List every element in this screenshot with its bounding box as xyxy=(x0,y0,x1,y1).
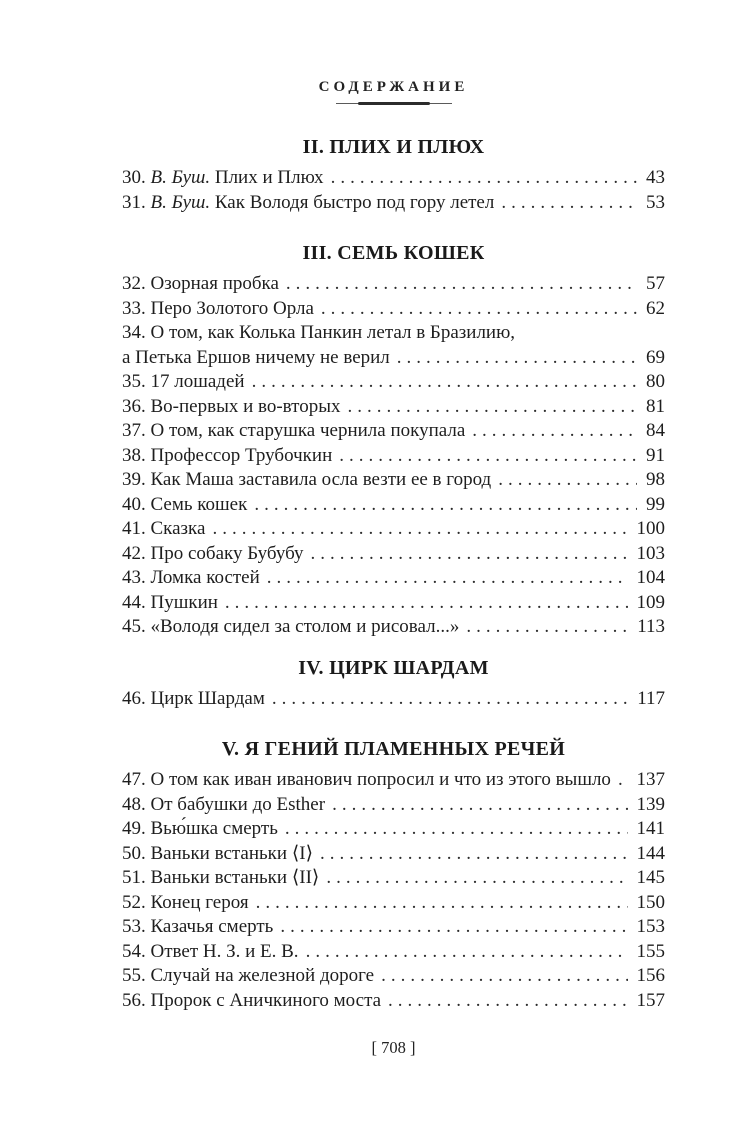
toc-entry xyxy=(122,468,665,493)
entry-title: Как Володя быстро под гору летел xyxy=(214,191,495,213)
entry-title: Казачья смерть xyxy=(150,916,274,937)
entry-page-number: 69 xyxy=(646,346,665,368)
entry-number: 44. xyxy=(122,591,151,613)
entry-title: О том, как старушка чернила покупала xyxy=(150,420,466,441)
entry-page-number: 113 xyxy=(637,616,665,637)
entry-title: Профессор Трубочкин xyxy=(150,444,333,466)
entry-number: 33. xyxy=(122,297,151,319)
entry-text xyxy=(122,768,611,793)
entry-page-number: 144 xyxy=(636,842,665,864)
entry-number: 34. xyxy=(122,322,151,343)
entry-page-number: 80 xyxy=(646,371,665,392)
toc-entry xyxy=(122,493,665,518)
toc-entry xyxy=(122,297,665,322)
dot-leader xyxy=(374,964,627,989)
toc-section xyxy=(122,656,665,712)
entry-number: 42. xyxy=(122,542,151,564)
toc-entry xyxy=(122,542,665,567)
entry-author: В. Буш. xyxy=(150,191,215,213)
dot-leader xyxy=(273,915,627,940)
entry-page-number: 99 xyxy=(646,493,665,515)
dot-leader xyxy=(265,687,628,712)
entry-number: 35. xyxy=(122,371,151,392)
toc-entry xyxy=(122,272,665,297)
entry-number: 37. xyxy=(122,420,151,441)
dot-leader xyxy=(313,842,628,867)
entry-page-number: 157 xyxy=(636,989,665,1011)
entry-text xyxy=(122,297,314,322)
section-heading: V. Я ГЕНИЙ ПЛАМЕННЫХ РЕЧЕЙ xyxy=(221,738,566,760)
entry-page-number: 84 xyxy=(646,420,665,441)
entry-page-number: 156 xyxy=(636,965,665,986)
dot-leader xyxy=(491,468,637,493)
entry-number: 52. xyxy=(122,891,151,913)
entry-text xyxy=(122,468,491,493)
toc-sections xyxy=(122,135,665,1013)
entry-text xyxy=(122,272,279,297)
entry-number: 47. xyxy=(122,769,151,790)
entry-text xyxy=(122,891,249,916)
entry-text xyxy=(122,687,265,712)
toc-section xyxy=(122,241,665,640)
toc-entry xyxy=(122,842,665,867)
entry-title: а Петька Ершов ничему не верил xyxy=(122,346,390,368)
toc-entry xyxy=(122,940,665,965)
entry-number: 53. xyxy=(122,916,151,937)
dot-leader xyxy=(218,591,628,616)
entry-number: 41. xyxy=(122,518,151,539)
entry-number: 46. xyxy=(122,687,151,709)
entry-number: 56. xyxy=(122,989,151,1011)
section-rows xyxy=(122,272,665,640)
entry-text xyxy=(122,964,374,989)
page-footer xyxy=(122,1037,665,1059)
entry-title: Ломка костей xyxy=(150,567,260,588)
section-rows xyxy=(122,768,665,1013)
entry-author: В. Буш. xyxy=(150,167,215,188)
dot-leader xyxy=(279,272,637,297)
entry-text xyxy=(122,370,245,395)
entry-text xyxy=(122,419,465,444)
entry-title: Как Маша заставила осла везти ее в город xyxy=(150,469,492,490)
toc-entry xyxy=(122,687,665,712)
toc-entry xyxy=(122,891,665,916)
entry-text xyxy=(122,615,459,640)
entry-number: 50. xyxy=(122,842,151,864)
entry-text xyxy=(122,444,332,469)
entry-number: 39. xyxy=(122,469,151,490)
entry-page-number: 53 xyxy=(646,191,665,213)
entry-title: Пророк с Аничкиного моста xyxy=(150,989,382,1011)
toc-entry xyxy=(122,989,665,1014)
entry-text xyxy=(122,566,260,591)
entry-title: Ваньки встаньки ⟨II⟩ xyxy=(150,867,320,888)
entry-page-number: 98 xyxy=(646,469,665,490)
entry-text xyxy=(122,191,494,216)
entry-number: 30. xyxy=(122,167,151,188)
entry-text xyxy=(122,940,299,965)
entry-text xyxy=(122,166,324,191)
dot-leader xyxy=(494,191,637,216)
entry-page-number: 117 xyxy=(637,687,665,709)
toc-entry xyxy=(122,768,665,793)
entry-title: Семь кошек xyxy=(150,493,248,515)
section-heading: II. ПЛИХ И ПЛЮХ xyxy=(302,136,485,158)
entry-title: «Володя сидел за столом и рисовал...» xyxy=(150,616,460,637)
toc-entry xyxy=(122,444,665,469)
entry-title: Пушкин xyxy=(150,591,218,613)
toc-section xyxy=(122,737,665,1013)
entry-number: 40. xyxy=(122,493,151,515)
page-header xyxy=(122,77,665,105)
entry-page-number: 104 xyxy=(636,567,665,588)
entry-title: Вью́шка смерть xyxy=(150,818,278,839)
entry-page-number: 139 xyxy=(636,793,665,815)
entry-title: 17 лошадей xyxy=(150,371,245,392)
entry-title: Цирк Шардам xyxy=(150,687,265,709)
entry-text xyxy=(122,817,278,842)
toc-entry xyxy=(122,321,665,346)
toc-entry xyxy=(122,191,665,216)
entry-page-number: 91 xyxy=(646,444,665,466)
entry-page-number: 62 xyxy=(646,297,665,319)
entry-number: 32. xyxy=(122,273,151,294)
entry-title: О том, как Колька Панкин летал в Бразилию, xyxy=(150,322,516,343)
entry-number: 31. xyxy=(122,191,151,213)
entry-page-number: 81 xyxy=(646,395,665,417)
dot-leader xyxy=(319,866,627,891)
entry-number: 55. xyxy=(122,965,151,986)
entry-text xyxy=(122,842,313,867)
entry-number: 49. xyxy=(122,818,151,839)
entry-number: 48. xyxy=(122,793,151,815)
entry-text xyxy=(122,395,341,420)
dot-leader xyxy=(465,419,637,444)
entry-title: Ответ Н. З. и Е. В. xyxy=(150,940,299,962)
dot-leader xyxy=(324,166,637,191)
entry-page-number: 137 xyxy=(636,769,665,790)
toc-entry xyxy=(122,793,665,818)
entry-page-number: 141 xyxy=(636,818,665,839)
toc-entry xyxy=(122,615,665,640)
dot-leader xyxy=(299,940,628,965)
entry-page-number: 153 xyxy=(636,916,665,937)
section-heading: IV. ЦИРК ШАРДАМ xyxy=(298,656,489,679)
dot-leader xyxy=(304,542,628,567)
dot-leader xyxy=(611,768,628,793)
folio-page-number: [ 708 ] xyxy=(371,1038,416,1057)
entry-title: Озорная пробка xyxy=(150,273,279,294)
entry-text xyxy=(122,915,273,940)
dot-leader xyxy=(249,891,628,916)
toc-entry xyxy=(122,591,665,616)
section-heading: III. СЕМЬ КОШЕК xyxy=(302,242,485,264)
dot-leader xyxy=(278,817,628,842)
toc-entry xyxy=(122,566,665,591)
entry-number: 38. xyxy=(122,444,151,466)
dot-leader xyxy=(341,395,638,420)
toc-entry xyxy=(122,370,665,395)
entry-text xyxy=(122,493,247,518)
section-rows xyxy=(122,166,665,215)
entry-text xyxy=(122,542,304,567)
entry-title: Во-первых и во-вторых xyxy=(150,395,341,417)
entry-title: Плих и Плюх xyxy=(214,167,324,188)
entry-page-number: 43 xyxy=(646,167,665,188)
toc-section xyxy=(122,135,665,215)
toc-entry xyxy=(122,419,665,444)
entry-text xyxy=(122,591,218,616)
entry-title: От бабушки до Esther xyxy=(150,793,326,815)
entry-number: 54. xyxy=(122,940,151,962)
entry-title: Сказка xyxy=(150,518,206,539)
dot-leader xyxy=(459,615,628,640)
ornament-thick-line xyxy=(358,102,430,105)
toc-entry xyxy=(122,346,665,371)
entry-title: Конец героя xyxy=(150,891,249,913)
entry-title: Про собаку Бубубу xyxy=(150,542,304,564)
toc-entry xyxy=(122,817,665,842)
entry-number: 43. xyxy=(122,567,151,588)
toc-entry xyxy=(122,517,665,542)
ornament-rule xyxy=(336,102,452,105)
toc-entry xyxy=(122,866,665,891)
entry-page-number: 145 xyxy=(636,867,665,888)
entry-number: 36. xyxy=(122,395,151,417)
dot-leader xyxy=(390,346,637,371)
toc-entry xyxy=(122,395,665,420)
entry-text xyxy=(122,346,390,371)
entry-number: 51. xyxy=(122,867,151,888)
entry-page-number: 57 xyxy=(646,273,665,294)
toc-entry xyxy=(122,915,665,940)
section-rows xyxy=(122,687,665,712)
entry-title: Перо Золотого Орла xyxy=(150,297,314,319)
dot-leader xyxy=(314,297,637,322)
dot-leader xyxy=(381,989,627,1014)
entry-text xyxy=(122,989,381,1014)
entry-page-number: 155 xyxy=(636,940,665,962)
entry-text xyxy=(122,321,515,346)
entry-text xyxy=(122,793,325,818)
dot-leader xyxy=(247,493,637,518)
dot-leader xyxy=(260,566,628,591)
entry-title: Ваньки встаньки ⟨I⟩ xyxy=(150,842,313,864)
dot-leader xyxy=(245,370,637,395)
toc-entry xyxy=(122,964,665,989)
entry-page-number: 103 xyxy=(636,542,665,564)
dot-leader xyxy=(205,517,627,542)
entry-number: 45. xyxy=(122,616,151,637)
page-title: СОДЕРЖАНИЕ xyxy=(318,79,469,95)
entry-page-number: 109 xyxy=(636,591,665,613)
entry-page-number: 100 xyxy=(636,518,665,539)
dot-leader xyxy=(332,444,637,469)
entry-title: О том как иван иванович попросил и что из этого вышло xyxy=(150,769,611,790)
entry-text xyxy=(122,866,319,891)
dot-leader xyxy=(325,793,627,818)
entry-text xyxy=(122,517,205,542)
toc-entry xyxy=(122,166,665,191)
entry-title: Случай на железной дороге xyxy=(150,965,375,986)
entry-page-number: 150 xyxy=(636,891,665,913)
